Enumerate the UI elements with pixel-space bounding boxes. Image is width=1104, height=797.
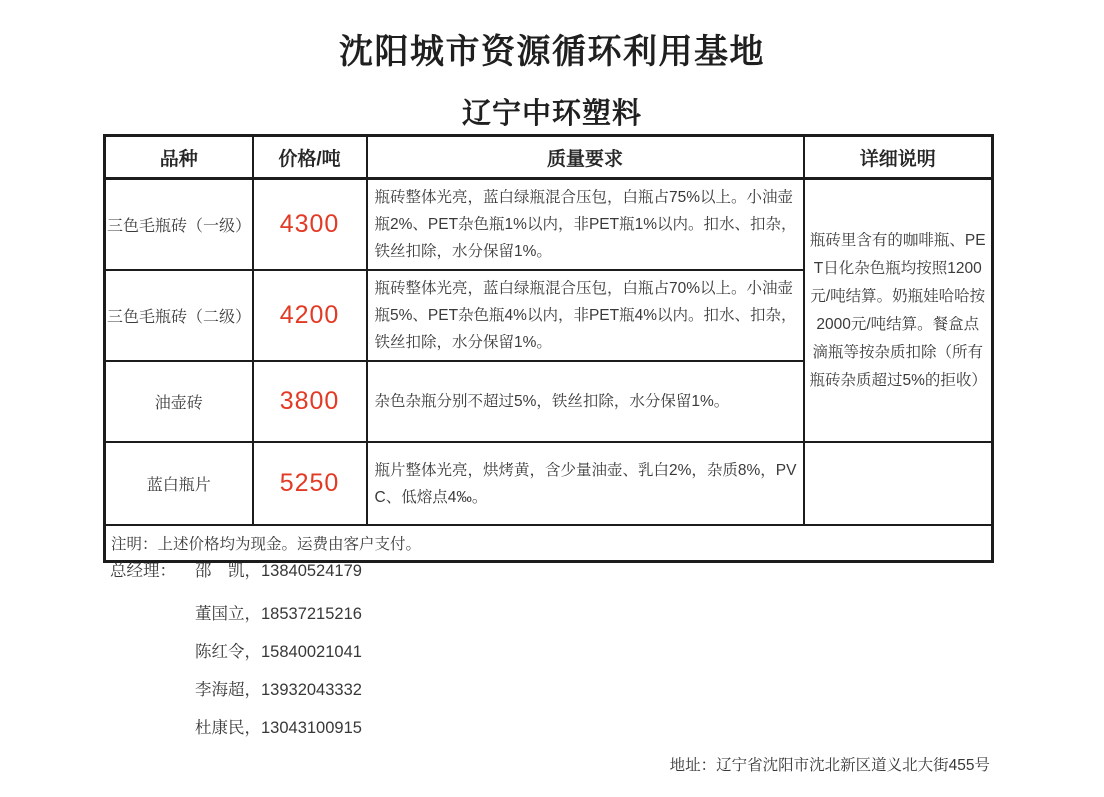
contact-name: 杜康民: [195, 719, 245, 737]
contact-line: [110, 638, 362, 660]
contact-name: 邵 凯: [195, 562, 245, 580]
price-cell: 3800: [253, 361, 367, 442]
contact-name: 董国立: [195, 605, 245, 623]
price-table: [103, 134, 994, 563]
quality-cell: 杂色杂瓶分别不超过5%，铁丝扣除，水分保留1%。: [367, 361, 804, 442]
header-quality: 质量要求: [367, 136, 804, 179]
page-subtitle: 辽宁中环塑料: [461, 98, 642, 130]
contact-separator: ，: [244, 681, 261, 699]
contact-name: 陈红令: [195, 643, 245, 661]
variety-cell: 蓝白瓶片: [105, 442, 253, 525]
contact-list: [110, 557, 362, 752]
contact-separator: ，: [244, 562, 261, 580]
price-cell: 4300: [253, 179, 367, 271]
contact-phone: 13043100915: [261, 719, 362, 737]
contact-role-label: 总经理：: [110, 562, 176, 580]
header-price: 价格/吨: [253, 136, 367, 179]
price-cell: 4200: [253, 270, 367, 361]
quality-cell: 瓶砖整体光亮，蓝白绿瓶混合压包，白瓶占70%以上。小油壶瓶5%、PET杂色瓶4%以内，非PET瓶4%以内。扣水、扣杂，铁丝扣除，水分保留1%。: [367, 270, 804, 361]
header-variety: 品种: [105, 136, 253, 179]
variety-cell: 三色毛瓶砖（一级）: [105, 179, 253, 271]
detail-empty-cell: [804, 442, 993, 525]
address: 地址：辽宁省沈阳市沈北新区道义北大街455号: [669, 757, 990, 774]
contact-separator: ，: [244, 719, 261, 737]
table-header-row: [105, 136, 993, 179]
header-detail: 详细说明: [804, 136, 993, 179]
contact-phone: 13932043332: [261, 681, 362, 699]
contact-separator: ，: [244, 605, 261, 623]
table-row: [105, 442, 993, 525]
page-title: 沈阳城市资源循环利用基地: [339, 33, 765, 71]
variety-cell: 油壶砖: [105, 361, 253, 442]
contact-phone: 18537215216: [261, 605, 362, 623]
detail-note-cell: 瓶砖里含有的咖啡瓶、PET日化杂色瓶均按照1200元/吨结算。奶瓶娃哈哈按2000元/吨结算。餐盒点滴瓶等按杂质扣除（所有瓶砖杂质超过5%的拒收）: [804, 179, 993, 443]
contact-line: [110, 676, 362, 698]
quality-cell: 瓶片整体光亮，烘烤黄，含少量油壶、乳白2%，杂质8%，PVC、低熔点4‰。: [367, 442, 804, 525]
contact-line: [110, 600, 362, 622]
contact-line: [110, 714, 362, 736]
price-cell: 5250: [253, 442, 367, 525]
contact-phone: 15840021041: [261, 643, 362, 661]
contact-separator: ，: [244, 643, 261, 661]
contact-line: [110, 557, 362, 579]
footnote-cell: 注明：上述价格均为现金。运费由客户支付。: [105, 525, 993, 562]
contact-phone: 13840524179: [261, 562, 362, 580]
contact-name: 李海超: [195, 681, 245, 699]
variety-cell: 三色毛瓶砖（二级）: [105, 270, 253, 361]
quality-cell: 瓶砖整体光亮，蓝白绿瓶混合压包，白瓶占75%以上。小油壶瓶2%、PET杂色瓶1%以内，非PET瓶1%以内。扣水、扣杂，铁丝扣除，水分保留1%。: [367, 179, 804, 271]
table-row: [105, 179, 993, 271]
